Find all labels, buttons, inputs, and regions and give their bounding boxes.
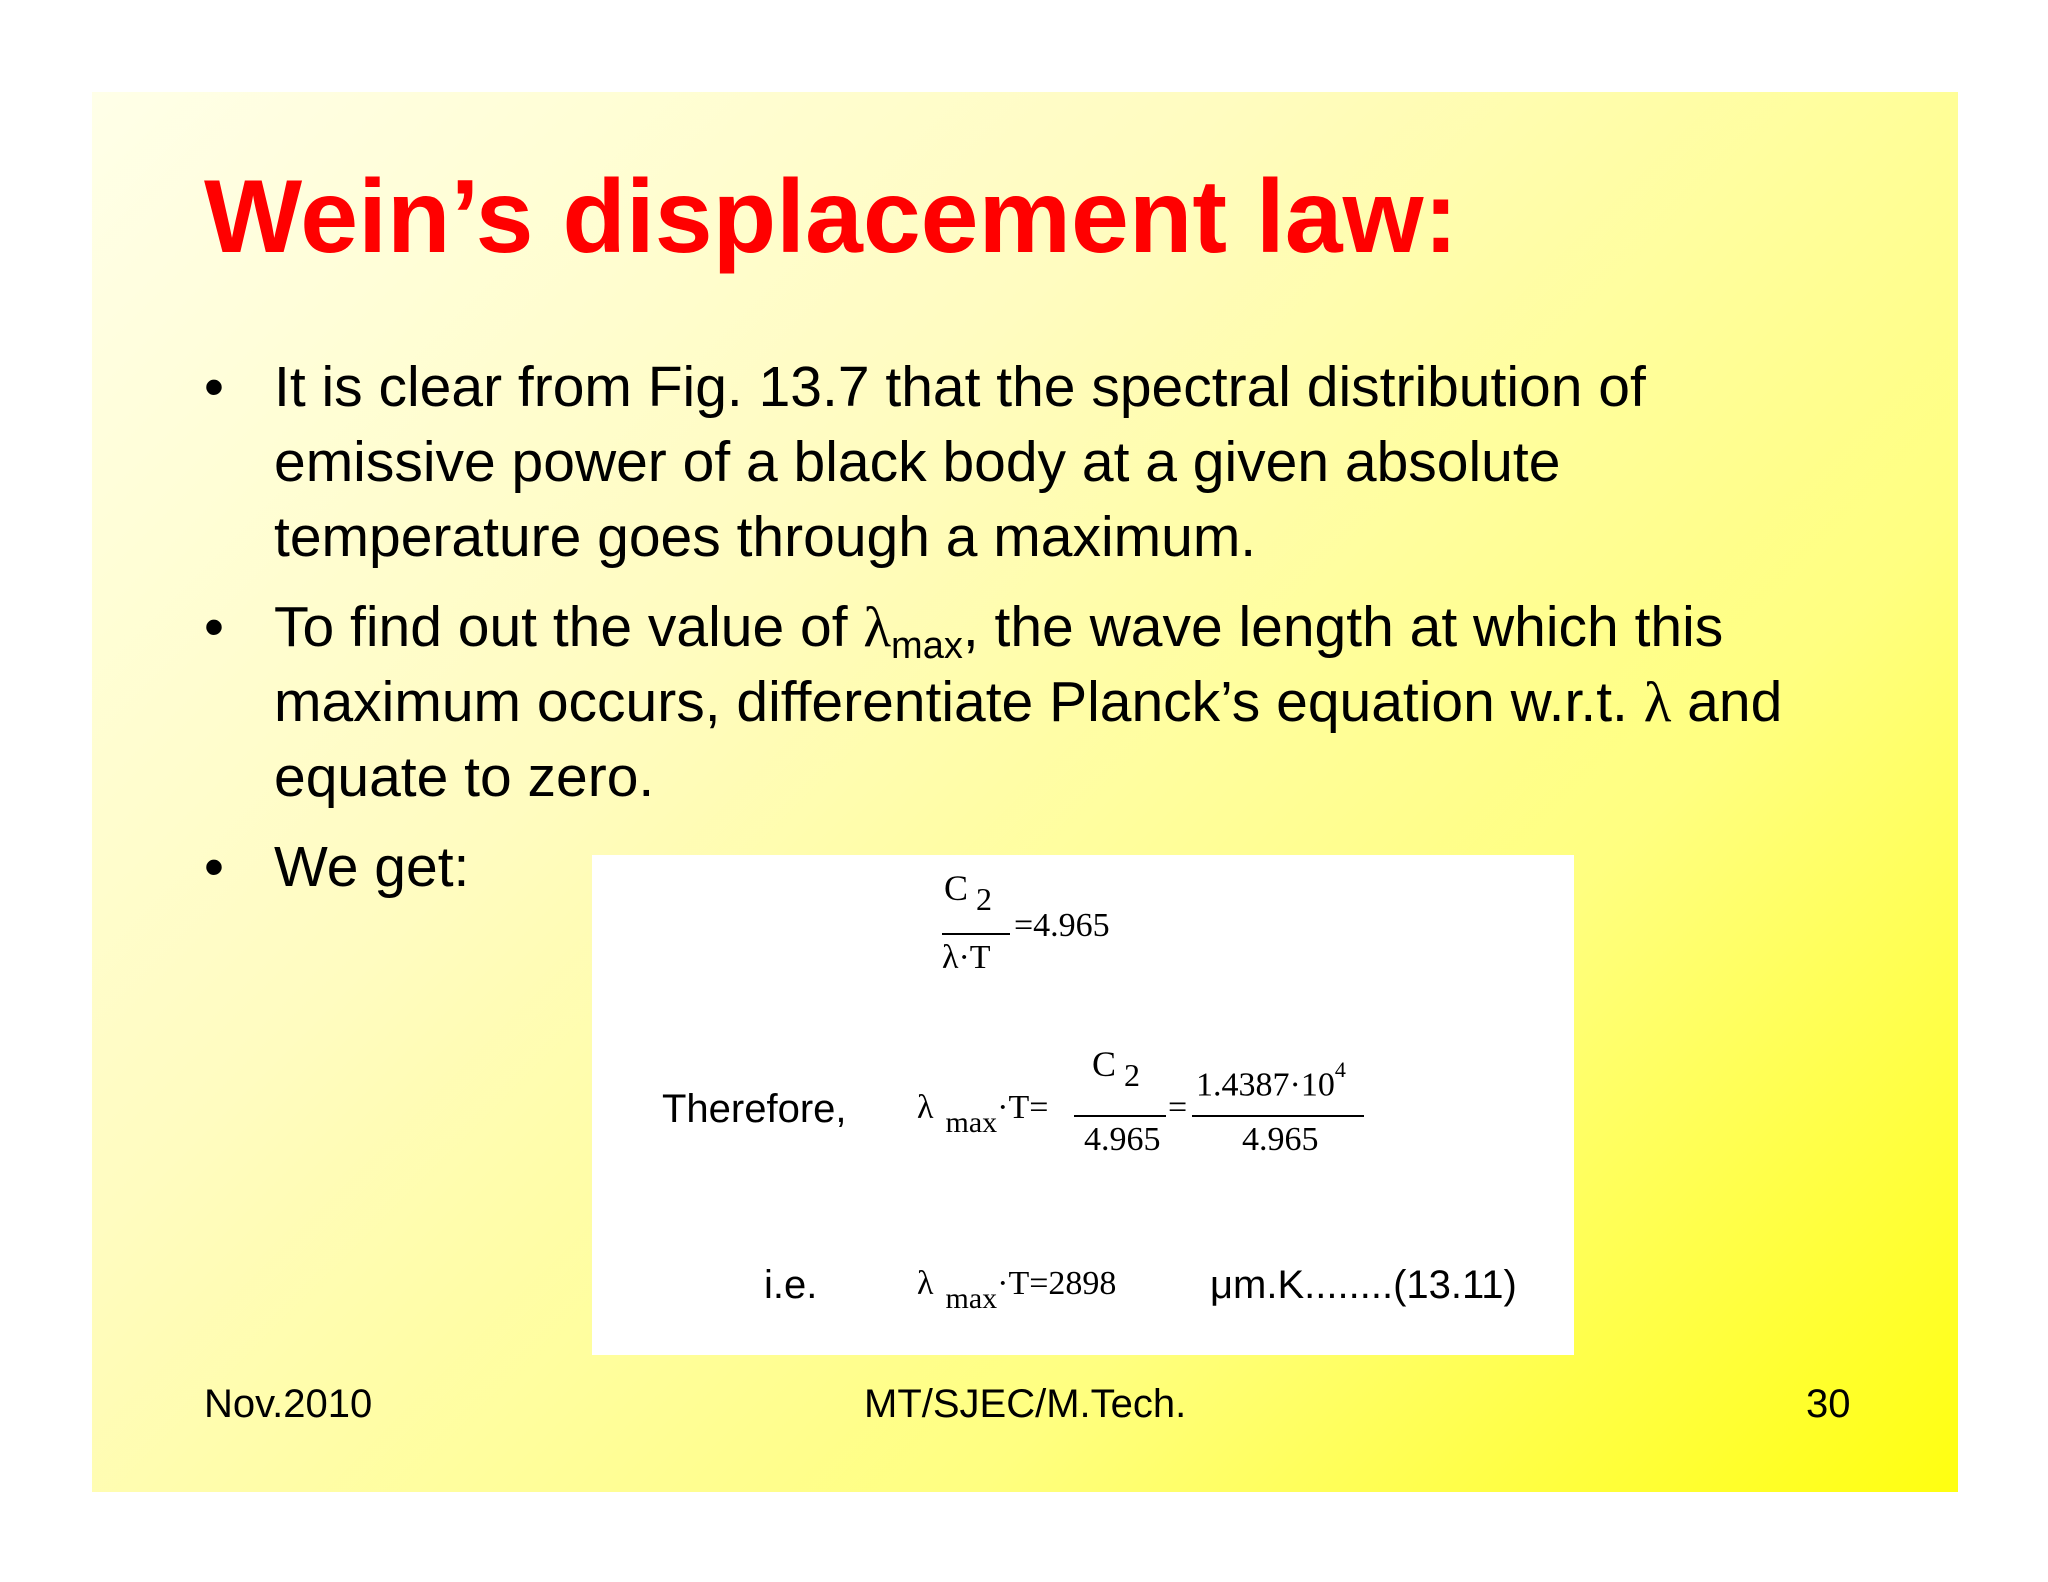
eq1-rhs: =4.965 (1014, 907, 1110, 944)
eq1-denominator: λ·T (942, 939, 991, 976)
lambda-symbol: λ (1643, 671, 1672, 734)
bullet-text: It is clear from Fig. 13.7 that the spectral distribution of emissive power of a black body at a given absolute temperature goes through a maximum. (274, 355, 1646, 569)
bullet-text-part: To find out the value of (274, 595, 864, 659)
eq2-frac2-numerator: $1.4387\cdot 10^4$ (1196, 1057, 1346, 1104)
slide-title: Wein’s displacement law: (204, 159, 1459, 275)
bullet-text-part: , the wave length at which this maximum occurs, differentiate Planck’s equation w.r.t. (274, 595, 1724, 734)
eq2-frac2-bar (1192, 1115, 1364, 1117)
eq2-frac2-denominator: 4.965 (1242, 1121, 1319, 1158)
eq1-numerator: C 2 (944, 868, 993, 917)
footer-date: Nov.2010 (204, 1382, 373, 1426)
footer-page-number: 30 (1806, 1382, 1851, 1426)
bullet-list (204, 350, 1854, 920)
lambda-symbol: λ (863, 596, 892, 659)
eq2-label: Therefore, (662, 1087, 847, 1131)
eq3-units: μm.K........(13.11) (1210, 1263, 1517, 1307)
eq3-lhs: λ max·T=2898 (917, 1265, 1117, 1315)
bullet-icon: • (204, 355, 224, 419)
eq2-equals: = (1168, 1089, 1188, 1126)
eq2-lhs: λ max·T= (917, 1089, 1049, 1139)
eq2-frac1-numerator: C 2 (1092, 1044, 1141, 1093)
bullet-icon: • (204, 835, 224, 899)
eq2-frac1-denominator: 4.965 (1084, 1121, 1161, 1158)
equation-image (592, 855, 1574, 1355)
eq1-fraction-bar (942, 933, 1010, 935)
bullet-item (204, 350, 1854, 575)
eq3-label: i.e. (764, 1263, 818, 1307)
bullet-text-part: and equate to zero. (274, 670, 1783, 809)
bullet-item (204, 590, 1854, 815)
bullet-icon: • (204, 595, 224, 659)
bullet-text: We get: (274, 835, 470, 899)
lambda-subscript: max (891, 625, 963, 667)
eq2-frac1-bar (1074, 1115, 1166, 1117)
slide (92, 92, 1958, 1492)
footer-center: MT/SJEC/M.Tech. (864, 1382, 1187, 1426)
